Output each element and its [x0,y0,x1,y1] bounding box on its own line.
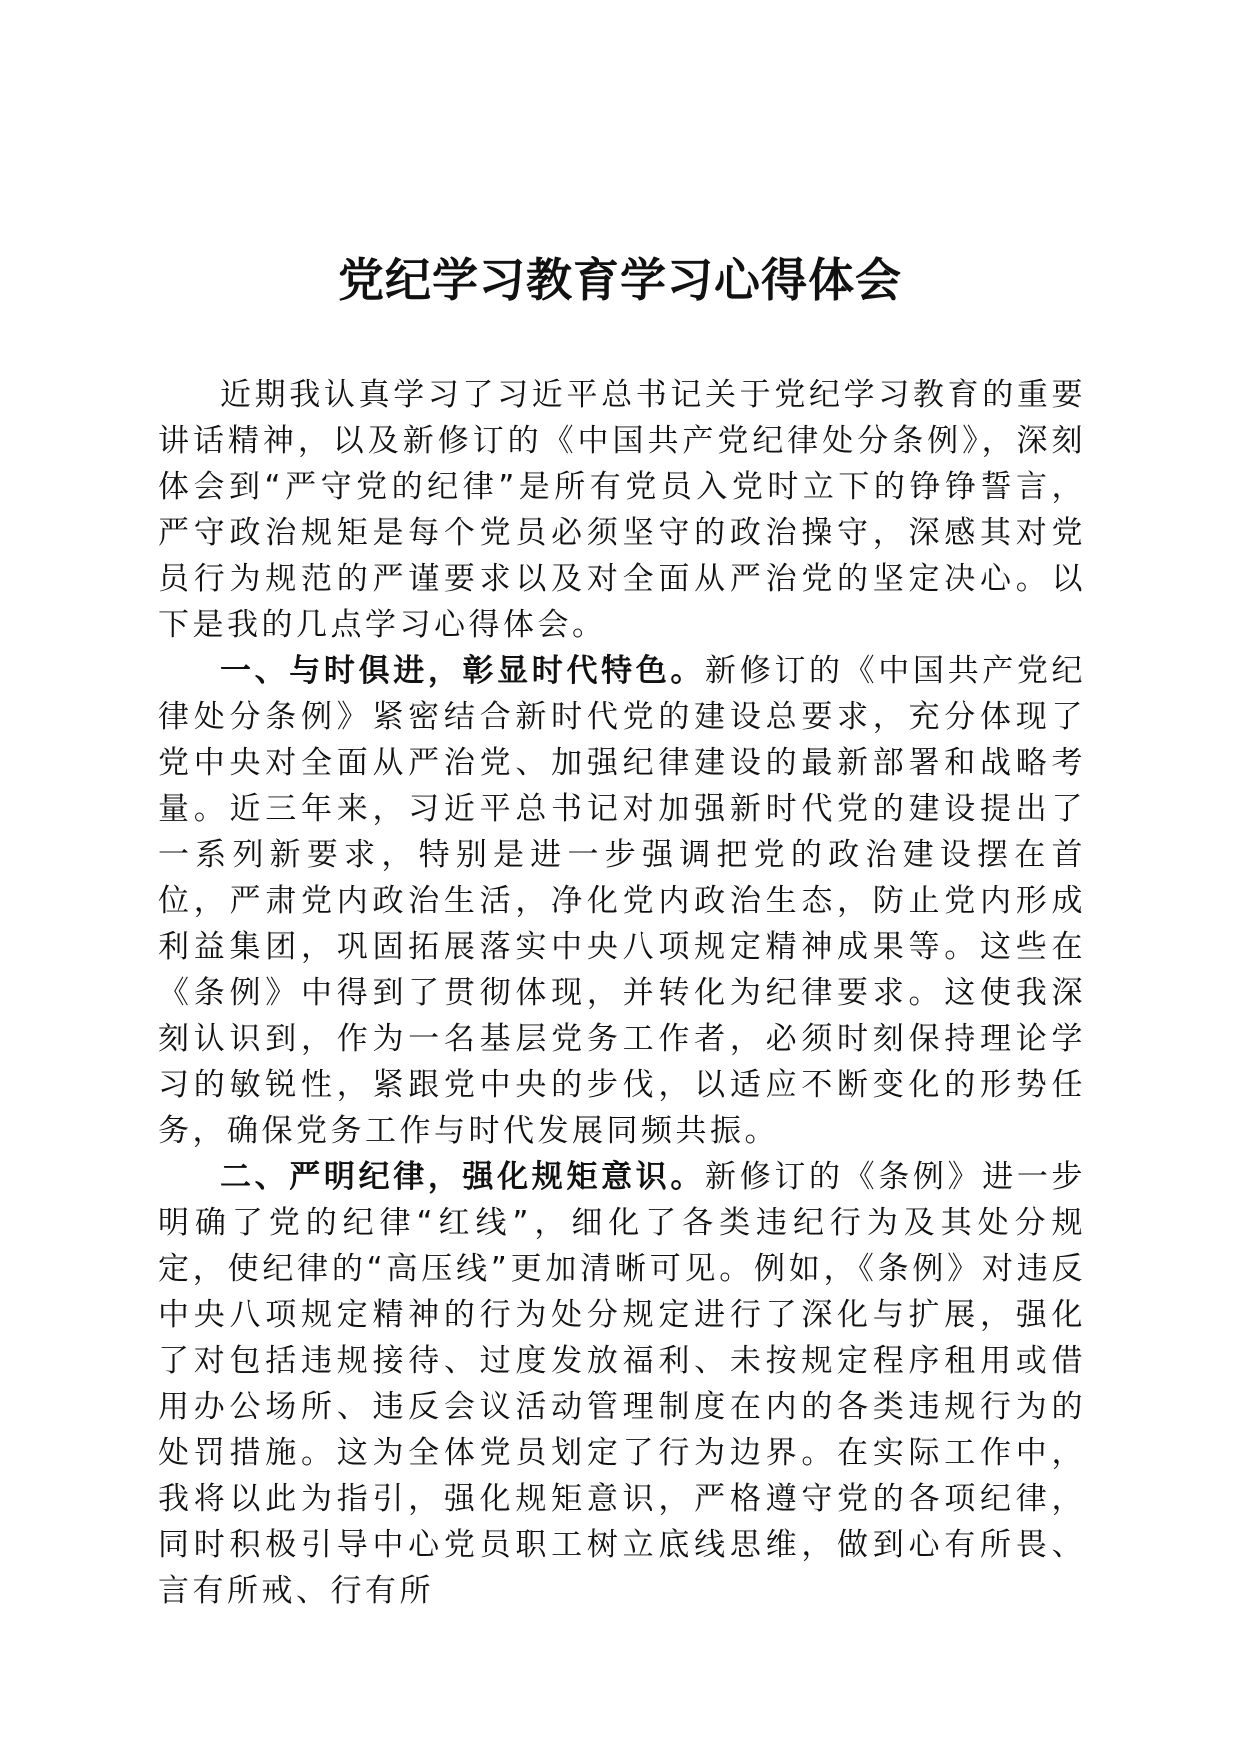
section-heading-1: 一、与时俱进，彰显时代特色。 [220,653,706,689]
section-paragraph-1 [158,648,1086,1154]
section-text-1: 新修订的《中国共产党纪律处分条例》紧密结合新时代党的建设总要求，充分体现了党中央对全面从严治党、加强纪律建设的最新部署和战略考量。近三年来，习近平总书记对加强新时代党的建设提出了一系列新要求，特别是进一步强调把党的政治建设摆在首位，严肃党内政治生活，净化党内政治生态，防止党内形成利益集团，巩固拓展落实中央八项规定精神成果等。这些在《条例》中得到了贯彻体现，并转化为纪律要求。这使我深刻认识到，作为一名基层党务工作者，必须时刻保持理论学习的敏锐性，紧跟党中央的步伐，以适应不断变化的形势任务，确保党务工作与时代发展同频共振。 [158,653,1087,1149]
section-paragraph-2 [158,1154,1086,1614]
document-title: 党纪学习教育学习心得体会 [338,253,902,307]
section-text-2: 新修订的《条例》进一步明确了党的纪律“红线”，细化了各类违纪行为及其处分规定，使纪律的“高压线”更加清晰可见。例如，《条例》对违反中央八项规定精神的行为处分规定进行了深化与扩展，强化了对包括违规接待、过度发放福利、未按规定程序租用或借用办公场所、违反会议活动管理制度在内的各类违规行为的处罚措施。这为全体党员划定了行为边界。在实际工作中，我将以此为指引，强化规矩意识，严格遵守党的各项纪律，同时积极引导中心党员职工树立底线思维，做到心有所畏、言有所戒、行有所 [158,1159,1087,1609]
intro-paragraph: 近期我认真学习了习近平总书记关于党纪学习教育的重要讲话精神，以及新修订的《中国共产党纪律处分条例》，深刻体会到“严守党的纪律”是所有党员入党时立下的铮铮誓言，严守政治规矩是每个党员必须坚守的政治操守，深感其对党员行为规范的严谨要求以及对全面从严治党的坚定决心。以下是我的几点学习心得体会。 [158,377,1086,643]
document-body [158,372,1086,1614]
section-heading-2: 二、严明纪律，强化规矩意识。 [220,1159,706,1195]
